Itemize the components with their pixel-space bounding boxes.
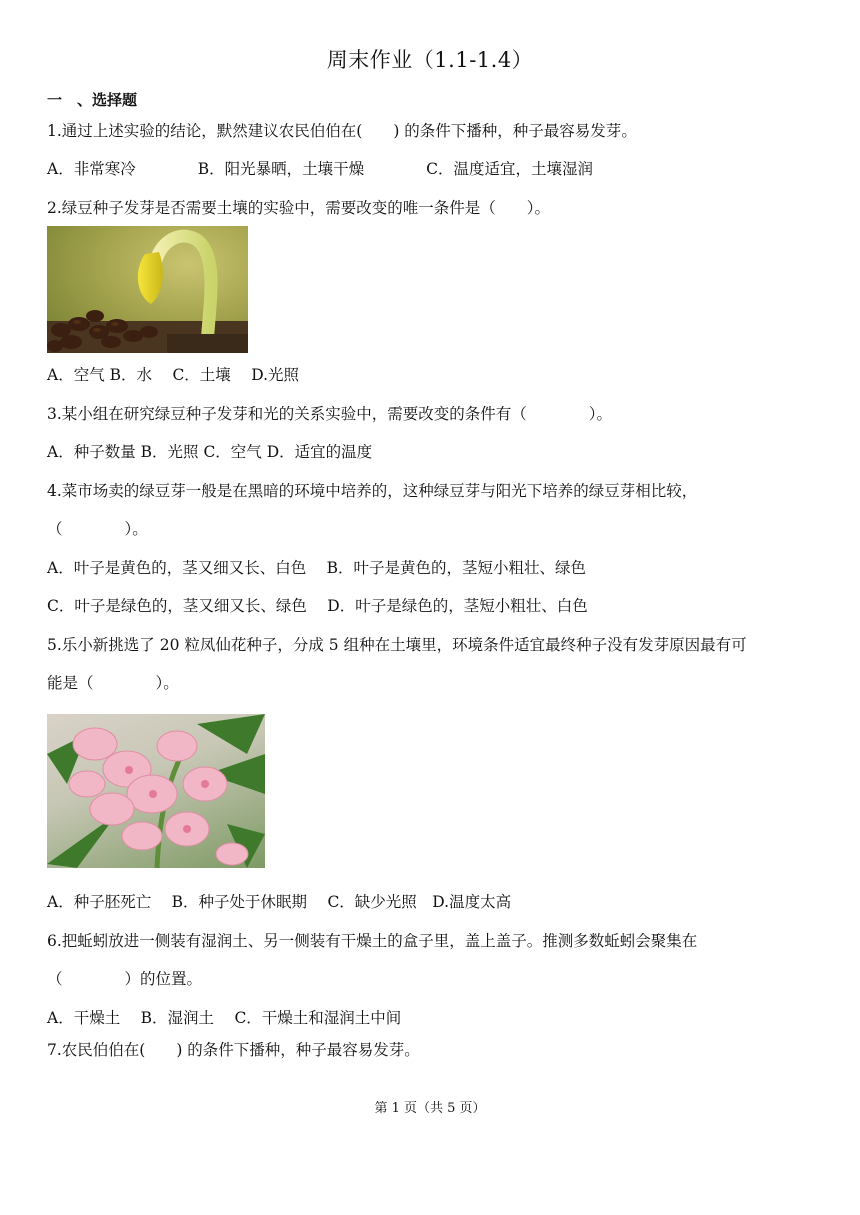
question-4-options-cd: C．叶子是绿色的，茎又细又长、绿色 D．叶子是绿色的，茎短小粗壮、白色 [47, 597, 588, 615]
section-heading: 一 、选择题 [47, 91, 138, 109]
question-3: 3.某小组在研究绿豆种子发芽和光的关系实验中，需要改变的条件有（ ）。 [47, 405, 613, 423]
sprout-image [47, 226, 248, 353]
question-2-options: A．空气 B．水 C．土壤 D.光照 [47, 366, 300, 384]
question-1: 1.通过上述实验的结论，默然建议农民伯伯在( ) 的条件下播种，种子最容易发芽。 [47, 122, 637, 140]
page-title: 周末作业（1.1-1.4） [326, 48, 534, 72]
question-5: 5.乐小新挑选了 20 粒凤仙花种子，分成 5 组种在土壤里，环境条件适宜最终种子没有发芽原因最有可 [47, 636, 747, 654]
question-6: 6.把蚯蚓放进一侧装有湿润土、另一侧装有干燥土的盒子里，盖上盖子。推测多数蚯蚓会聚集在 [47, 932, 698, 950]
question-2: 2.绿豆种子发芽是否需要土壤的实验中，需要改变的唯一条件是（ ）。 [47, 199, 551, 217]
question-4-options-ab: A．叶子是黄色的，茎又细又长、白色 B．叶子是黄色的，茎短小粗壮、绿色 [47, 559, 587, 577]
page-footer: 第 1 页（共 5 页） [374, 1101, 486, 1116]
question-6-continued: （ ）的位置。 [47, 970, 203, 988]
question-4-continued: （ ）。 [47, 520, 148, 538]
question-7: 7.农民伯伯在( ) 的条件下播种，种子最容易发芽。 [47, 1041, 420, 1059]
impatiens-flower-image [47, 714, 265, 868]
question-1-options: A．非常寒冷 B．阳光暴晒，土壤干燥 C．温度适宜，土壤湿润 [47, 160, 593, 178]
question-5-continued: 能是（ ）。 [47, 674, 179, 692]
question-5-options: A．种子胚死亡 B．种子处于休眠期 C．缺少光照 D.温度太高 [47, 893, 512, 911]
question-6-options: A．干燥土 B．湿润土 C．干燥土和湿润土中间 [47, 1009, 402, 1027]
question-3-options: A．种子数量 B．光照 C．空气 D．适宜的温度 [47, 443, 373, 461]
question-4: 4.菜市场卖的绿豆芽一般是在黑暗的环境中培养的，这种绿豆芽与阳光下培养的绿豆芽相比较， [47, 482, 698, 500]
